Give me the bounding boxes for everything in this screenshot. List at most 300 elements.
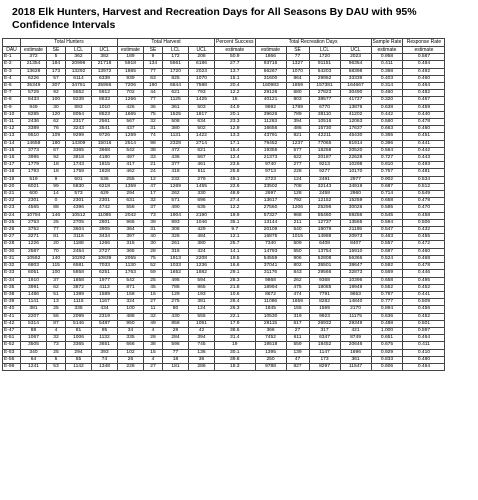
value-cell: 5487: [92, 320, 118, 327]
value-cell: 23.5: [215, 162, 256, 169]
value-cell: 0.368: [371, 68, 403, 75]
value-cell: 228: [286, 169, 309, 176]
value-cell: 18.3: [215, 363, 256, 370]
value-cell: 55460: [309, 212, 340, 219]
value-cell: 39626: [255, 111, 286, 118]
value-cell: 472: [163, 147, 189, 154]
value-cell: 30: [144, 241, 163, 248]
value-cell: 0.492: [403, 68, 445, 75]
value-cell: 0.534: [403, 176, 445, 183]
value-cell: 38: [144, 342, 163, 349]
value-cell: 594: [189, 277, 215, 284]
value-cell: 31176: [255, 270, 286, 277]
value-cell: 37: [144, 205, 163, 212]
table-row: [3, 61, 445, 68]
value-cell: 96354: [340, 61, 371, 68]
header-percent-success: Percent Success: [216, 39, 254, 46]
value-cell: 8633: [92, 97, 118, 104]
value-cell: 10292: [66, 255, 92, 262]
value-cell: 567: [189, 155, 215, 162]
dau-cell: E-34: [3, 277, 21, 284]
value-cell: 2023: [189, 68, 215, 75]
value-cell: 393: [92, 349, 118, 356]
table-row: [3, 349, 445, 356]
value-cell: 792: [286, 198, 309, 205]
column-header: estimate: [255, 47, 286, 54]
value-cell: 21373: [255, 155, 286, 162]
value-cell: 893: [66, 104, 92, 111]
value-cell: 3995: [21, 155, 47, 162]
table-row: [3, 119, 445, 126]
value-cell: 73: [144, 212, 163, 219]
value-cell: 31: [144, 227, 163, 234]
value-cell: 0.320: [371, 97, 403, 104]
header-recreation-days: Total Recreation Days: [255, 39, 371, 47]
value-cell: 81: [66, 327, 92, 334]
value-cell: 0.638: [371, 104, 403, 111]
value-cell: 5858: [66, 270, 92, 277]
value-cell: 486: [286, 126, 309, 133]
value-cell: 16656: [255, 126, 286, 133]
value-cell: 3541: [92, 126, 118, 133]
value-cell: 484: [189, 234, 215, 241]
value-cell: 1858: [66, 277, 92, 284]
value-cell: 1067: [21, 335, 47, 342]
dau-cell: E-12: [3, 126, 21, 133]
dau-cell: E-27: [3, 234, 21, 241]
value-cell: 0.777: [371, 299, 403, 306]
value-cell: 0.687: [371, 183, 403, 190]
value-cell: 37: [47, 277, 66, 284]
value-cell: 7206: [118, 83, 144, 90]
value-cell: 0.658: [371, 277, 403, 284]
value-cell: 4742: [92, 205, 118, 212]
value-cell: 15259: [340, 198, 371, 205]
value-cell: 1793: [21, 169, 47, 176]
value-cell: 39: [144, 219, 163, 226]
value-cell: 1327: [286, 61, 309, 68]
value-cell: 0.675: [371, 342, 403, 349]
value-cell: 0.606: [371, 363, 403, 370]
value-cell: 11263: [255, 119, 286, 126]
value-cell: 0.636: [371, 313, 403, 320]
value-cell: 29349: [340, 320, 371, 327]
table-row: [3, 198, 445, 205]
value-cell: 1241: [21, 363, 47, 370]
value-cell: 555: [189, 313, 215, 320]
value-cell: 8239: [66, 97, 92, 104]
value-cell: 128: [286, 191, 309, 198]
value-cell: 14840: [340, 299, 371, 306]
value-cell: 10794: [21, 212, 47, 219]
value-cell: 0.460: [403, 248, 445, 255]
value-cell: 11547: [340, 363, 371, 370]
value-cell: 843: [286, 270, 309, 277]
value-cell: 63: [144, 75, 163, 82]
value-cell: 13628: [21, 68, 47, 75]
value-cell: 1815: [92, 162, 118, 169]
dau-cell: E-3: [3, 68, 21, 75]
value-cell: 44.9: [215, 104, 256, 111]
value-cell: 262: [163, 191, 189, 198]
value-cell: 3905: [92, 227, 118, 234]
value-cell: 10516: [309, 119, 340, 126]
value-cell: 98: [144, 140, 163, 147]
column-header: SE: [144, 47, 163, 54]
value-cell: 2099: [66, 313, 92, 320]
value-cell: 1147: [309, 349, 340, 356]
value-cell: 1.000: [371, 327, 403, 334]
value-cell: 36: [189, 356, 215, 363]
dau-cell: E-14: [3, 140, 21, 147]
value-cell: 75: [144, 111, 163, 118]
value-cell: 13617: [255, 198, 286, 205]
value-cell: 140: [47, 255, 66, 262]
value-cell: 88: [21, 327, 47, 334]
value-cell: 1743: [66, 162, 92, 169]
value-cell: 335: [118, 335, 144, 342]
value-cell: 21195: [340, 227, 371, 234]
sub-header-row: [3, 47, 445, 54]
value-cell: 17.9: [215, 320, 256, 327]
value-cell: 4396: [66, 205, 92, 212]
value-cell: 33: [144, 155, 163, 162]
value-cell: 9713: [255, 169, 286, 176]
blank-header: [3, 39, 21, 47]
table-row: [3, 227, 445, 234]
value-cell: 1425: [189, 97, 215, 104]
value-cell: 381: [189, 299, 215, 306]
dau-cell: E-10: [3, 111, 21, 118]
value-cell: 9299: [66, 133, 92, 140]
value-cell: 1389: [66, 291, 92, 298]
value-cell: 600: [21, 191, 47, 198]
value-cell: 3389: [21, 126, 47, 133]
value-cell: 1132: [92, 335, 118, 342]
value-cell: 0.460: [403, 75, 445, 82]
value-cell: 14.1: [215, 248, 256, 255]
value-cell: 279: [189, 176, 215, 183]
value-cell: 20: [47, 241, 66, 248]
value-cell: 12063: [340, 119, 371, 126]
value-cell: 39.8: [215, 356, 256, 363]
value-cell: 57327: [255, 212, 286, 219]
value-cell: 9868: [255, 277, 286, 284]
value-cell: 76: [47, 126, 66, 133]
value-cell: 184: [47, 61, 66, 68]
value-cell: 13876: [340, 104, 371, 111]
dau-cell: E-28: [3, 241, 21, 248]
value-cell: 124: [189, 306, 215, 313]
dau-cell: E-47: [3, 327, 21, 334]
dau-cell: E-19: [3, 176, 21, 183]
value-cell: 317: [309, 327, 340, 334]
value-cell: 0.441: [403, 140, 445, 147]
value-cell: 8285: [21, 111, 47, 118]
value-cell: 0.488: [371, 320, 403, 327]
value-cell: 56366: [340, 255, 371, 262]
dau-cell: E-33: [3, 270, 21, 277]
value-cell: 0.478: [403, 198, 445, 205]
table-body: [3, 54, 445, 371]
value-cell: 52808: [309, 255, 340, 262]
value-cell: 0.446: [403, 270, 445, 277]
value-cell: 0.478: [403, 119, 445, 126]
value-cell: 0.545: [371, 212, 403, 219]
value-cell: 0.495: [403, 277, 445, 284]
table-row: [3, 191, 445, 198]
value-cell: 0.569: [371, 270, 403, 277]
value-cell: 24: [144, 169, 163, 176]
value-cell: 0.597: [403, 327, 445, 334]
value-cell: 100: [47, 270, 66, 277]
value-cell: 0.894: [371, 306, 403, 313]
value-cell: 2190: [189, 212, 215, 219]
value-cell: 11: [144, 306, 163, 313]
value-cell: 825: [163, 75, 189, 82]
value-cell: 508: [163, 119, 189, 126]
table-row: [3, 183, 445, 190]
value-cell: 0.410: [403, 349, 445, 356]
value-cell: 5314: [21, 320, 47, 327]
value-cell: 0.727: [371, 155, 403, 162]
value-cell: 21.8: [215, 284, 256, 291]
dau-cell: E-30: [3, 248, 21, 255]
value-cell: 17637: [340, 126, 371, 133]
value-cell: 211: [286, 219, 309, 226]
column-header: LCL: [66, 47, 92, 54]
value-cell: 55: [66, 356, 92, 363]
value-cell: 9: [144, 54, 163, 61]
value-cell: 786: [163, 284, 189, 291]
value-cell: 1569: [309, 306, 340, 313]
value-cell: 3365: [66, 147, 92, 154]
value-cell: 509: [286, 241, 309, 248]
value-cell: 64: [21, 356, 47, 363]
value-cell: 430: [163, 313, 189, 320]
value-cell: 190: [144, 83, 163, 90]
value-cell: 0.456: [403, 306, 445, 313]
value-cell: 5661: [163, 61, 189, 68]
value-cell: 34751: [66, 83, 92, 90]
table-row: [3, 133, 445, 140]
value-cell: 15.4: [215, 147, 256, 154]
value-cell: 6770: [309, 104, 340, 111]
value-cell: 19949: [340, 284, 371, 291]
table-row: [3, 299, 445, 306]
column-header: estimate: [403, 47, 445, 54]
value-cell: 37041: [255, 263, 286, 270]
value-cell: 1167: [92, 299, 118, 306]
value-cell: 6803: [21, 263, 47, 270]
value-cell: 25.8: [215, 169, 256, 176]
value-cell: 66267: [255, 68, 286, 75]
value-cell: 3668: [92, 147, 118, 154]
value-cell: 20996: [66, 61, 92, 68]
value-cell: 519: [21, 176, 47, 183]
value-cell: 1828: [92, 169, 118, 176]
value-cell: 7340: [255, 241, 286, 248]
table-row: [3, 248, 445, 255]
value-cell: 5729: [21, 90, 47, 97]
value-cell: 34: [118, 327, 144, 334]
value-cell: 966: [118, 219, 144, 226]
value-cell: 68398: [340, 68, 371, 75]
value-cell: 12.9: [215, 126, 256, 133]
table-row: [3, 176, 445, 183]
page-title: 2018 Elk Hunters, Harvest and Recreation Days for All Seasons By DAU with 95% Confidence Intervals: [12, 6, 417, 31]
value-cell: 1266: [92, 241, 118, 248]
value-cell: 48.9: [215, 191, 256, 198]
value-cell: 6339: [92, 75, 118, 82]
value-cell: 13.3: [215, 133, 256, 140]
value-cell: 35501: [309, 263, 340, 270]
table-row: [3, 241, 445, 248]
value-cell: 1125: [163, 97, 189, 104]
value-cell: 8749: [340, 335, 371, 342]
value-cell: 0.658: [371, 198, 403, 205]
value-cell: 54559: [255, 255, 286, 262]
elk-harvest-table: [2, 38, 445, 371]
value-cell: 164667: [340, 83, 371, 90]
value-cell: 1266: [118, 97, 144, 104]
value-cell: 1759: [66, 169, 92, 176]
dau-cell: E-26: [3, 227, 21, 234]
table-row: [3, 255, 445, 262]
value-cell: 950: [118, 320, 144, 327]
value-cell: 6408: [309, 241, 340, 248]
value-cell: 12.1: [215, 234, 256, 241]
value-cell: 35956: [92, 83, 118, 90]
value-cell: 437: [118, 126, 144, 133]
value-cell: 0.594: [371, 219, 403, 226]
value-cell: 789: [286, 111, 309, 118]
value-cell: 9277: [309, 169, 340, 176]
value-cell: 5: [47, 54, 66, 61]
dau-cell: E-53: [3, 349, 21, 356]
value-cell: 2960: [340, 191, 371, 198]
value-cell: 15: [215, 97, 256, 104]
value-cell: 1720: [163, 68, 189, 75]
dau-cell: E-6: [3, 83, 21, 90]
value-cell: 0.458: [403, 212, 445, 219]
value-cell: 939: [118, 75, 144, 82]
value-cell: 361: [340, 356, 371, 363]
table-row: [3, 54, 445, 61]
table-row: [3, 342, 445, 349]
value-cell: 57: [47, 75, 66, 82]
value-cell: 6051: [21, 270, 47, 277]
value-cell: 124: [286, 176, 309, 183]
value-cell: 28: [144, 335, 163, 342]
value-cell: 0.697: [371, 248, 403, 255]
value-cell: 1006: [66, 335, 92, 342]
value-cell: 47: [144, 183, 163, 190]
value-cell: 394: [286, 119, 309, 126]
value-cell: 25.7: [215, 241, 256, 248]
value-cell: 635: [189, 205, 215, 212]
value-cell: 92: [47, 155, 66, 162]
column-header: UCL: [92, 47, 118, 54]
value-cell: 95: [92, 327, 118, 334]
dau-cell: E-1: [3, 54, 21, 61]
value-cell: 0.396: [371, 140, 403, 147]
value-cell: 1789: [286, 104, 309, 111]
value-cell: 2801: [92, 219, 118, 226]
value-cell: 18994: [255, 284, 286, 291]
value-cell: 1659: [286, 299, 309, 306]
value-cell: 319: [286, 313, 309, 320]
value-cell: 13754: [309, 248, 340, 255]
value-cell: 426: [118, 104, 144, 111]
value-cell: 30.1: [215, 349, 256, 356]
value-cell: 15910: [340, 248, 371, 255]
value-cell: 18452: [309, 342, 340, 349]
value-cell: 1206: [286, 205, 309, 212]
value-cell: 160983: [255, 83, 286, 90]
value-cell: 377: [163, 162, 189, 169]
value-cell: 5552: [66, 90, 92, 97]
value-cell: 28: [144, 248, 163, 255]
value-cell: 611: [286, 335, 309, 342]
value-cell: 77: [286, 54, 309, 61]
value-cell: 36: [144, 104, 163, 111]
value-cell: 366: [255, 327, 286, 334]
value-cell: 3434: [92, 234, 118, 241]
value-cell: 10298: [340, 162, 371, 169]
dau-cell: E-22: [3, 198, 21, 205]
value-cell: 25: [144, 277, 163, 284]
value-cell: 631: [118, 198, 144, 205]
value-cell: 18.9: [215, 212, 256, 219]
value-cell: 25296: [309, 205, 340, 212]
column-header: estimate: [215, 47, 256, 54]
value-cell: 0.902: [371, 176, 403, 183]
value-cell: 4180: [92, 155, 118, 162]
value-cell: 29126: [255, 90, 286, 97]
value-cell: 558: [118, 205, 144, 212]
table-row: [3, 75, 445, 82]
table-row: [3, 219, 445, 226]
value-cell: 2697: [255, 191, 286, 198]
value-cell: 1237: [286, 140, 309, 147]
value-cell: 59256: [340, 212, 371, 219]
value-cell: 380: [189, 241, 215, 248]
header-total-hunters: Total Hunters: [21, 39, 118, 47]
value-cell: 745: [189, 342, 215, 349]
value-cell: 10512: [66, 212, 92, 219]
value-cell: 20187: [309, 155, 340, 162]
value-cell: 87: [47, 320, 66, 327]
value-cell: 4: [47, 327, 66, 334]
dau-cell: E-35: [3, 284, 21, 291]
value-cell: 1236: [189, 263, 215, 270]
value-cell: 2727: [92, 248, 118, 255]
value-cell: 18: [163, 356, 189, 363]
value-cell: 0.464: [403, 335, 445, 342]
value-cell: 0.432: [403, 227, 445, 234]
value-cell: 27: [144, 299, 163, 306]
value-cell: 250: [255, 356, 286, 363]
value-cell: 208: [189, 54, 215, 61]
value-cell: 0.459: [403, 104, 445, 111]
value-cell: 13.7: [215, 68, 256, 75]
value-cell: 15.1: [215, 75, 256, 82]
dau-cell: E-18: [3, 169, 21, 176]
column-header: UCL: [189, 47, 215, 54]
table-row: [3, 270, 445, 277]
value-cell: 365: [118, 248, 144, 255]
